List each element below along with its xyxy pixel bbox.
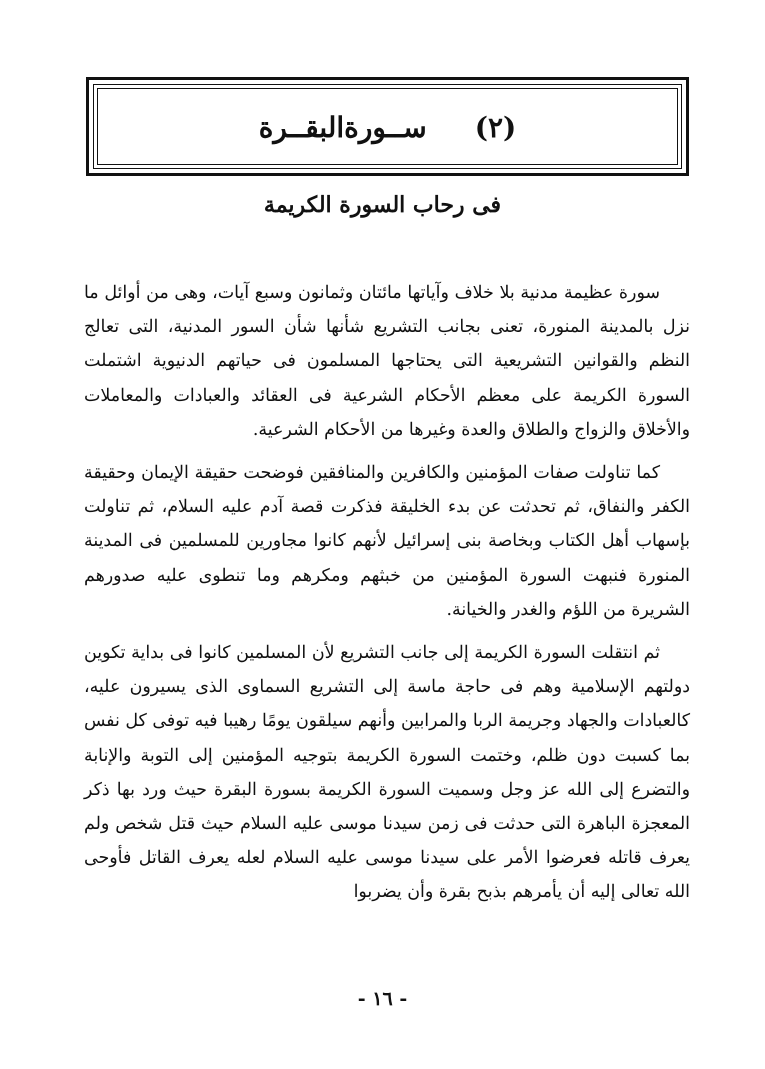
paragraph: كما تناولت صفات المؤمنين والكافرين والمنافقين فوضحت حقيقة الإيمان وحقيقة الكفر والنفاق، ثم تحدثت عن بدء الخليقة فذكرت قصة آدم عليه السلام، ثم تناولت بإسهاب أهل الكتاب وبخاصة بنى إسرائيل لأنهم كانوا مجاورين للمسلمين فى المدينة المنورة فنبهت السورة المؤمنين من خبثهم ومكرهم وما تنطوى عليه صدورهم الشريرة من اللؤم والغدر والخيانة. bbox=[84, 463, 690, 620]
chapter-title: ســورةالبقــرة bbox=[258, 111, 427, 144]
chapter-header bbox=[94, 111, 681, 144]
chapter-number: (٢) bbox=[474, 111, 517, 144]
section-subtitle: فى رحاب السورة الكريمة bbox=[263, 192, 502, 218]
chapter-header-frame bbox=[86, 77, 689, 176]
paragraph: ثم انتقلت السورة الكريمة إلى جانب التشريع لأن المسلمين كانوا فى بداية تكوين دولتهم الإسلامية وهم فى حاجة ماسة إلى التشريع السماوى الذى يسيرون عليه، كالعبادات والجهاد وجريمة الربا والمرابين وأنهم سيلقون يومًا رهيبا فيه توفى كل نفس بما كسبت دون ظلم، وختمت السورة الكريمة بتوجيه المؤمنين إلى التوبة والإنابة والتضرع إلى الله عز وجل وسميت السورة الكريمة بسورة البقرة حيث ورد بها ذكر المعجزة الباهرة التى حدثت فى زمن سيدنا موسى عليه السلام حيث قتل شخص ولم يعرف قاتله فعرضوا الأمر على سيدنا موسى عليه السلام لعله يعرف القاتل فأوحى الله تعالى إليه أن يأمرهم بذبح بقرة وأن يضربوا bbox=[84, 643, 690, 903]
paragraph: سورة عظيمة مدنية بلا خلاف وآياتها مائتان وثمانون وسبع آيات، وهى من أوائل ما نزل بالمدينة المنورة، تعنى بجانب التشريع شأنها شأن السور المدنية، التى تعالج النظم والقوانين التشريعية التى يحتاجها المسلمون فى حياتهم الدنيوية اشتملت السورة الكريمة على معظم الأحكام الشرعية فى العقائد والعبادات والمعاملات والأخلاق والزواج والطلاق والعدة وغيرها من الأحكام الشرعية. bbox=[84, 283, 690, 440]
chapter-header-inner-border bbox=[93, 84, 682, 169]
page-number: - ١٦ - bbox=[357, 988, 408, 1010]
body-text bbox=[84, 276, 690, 919]
